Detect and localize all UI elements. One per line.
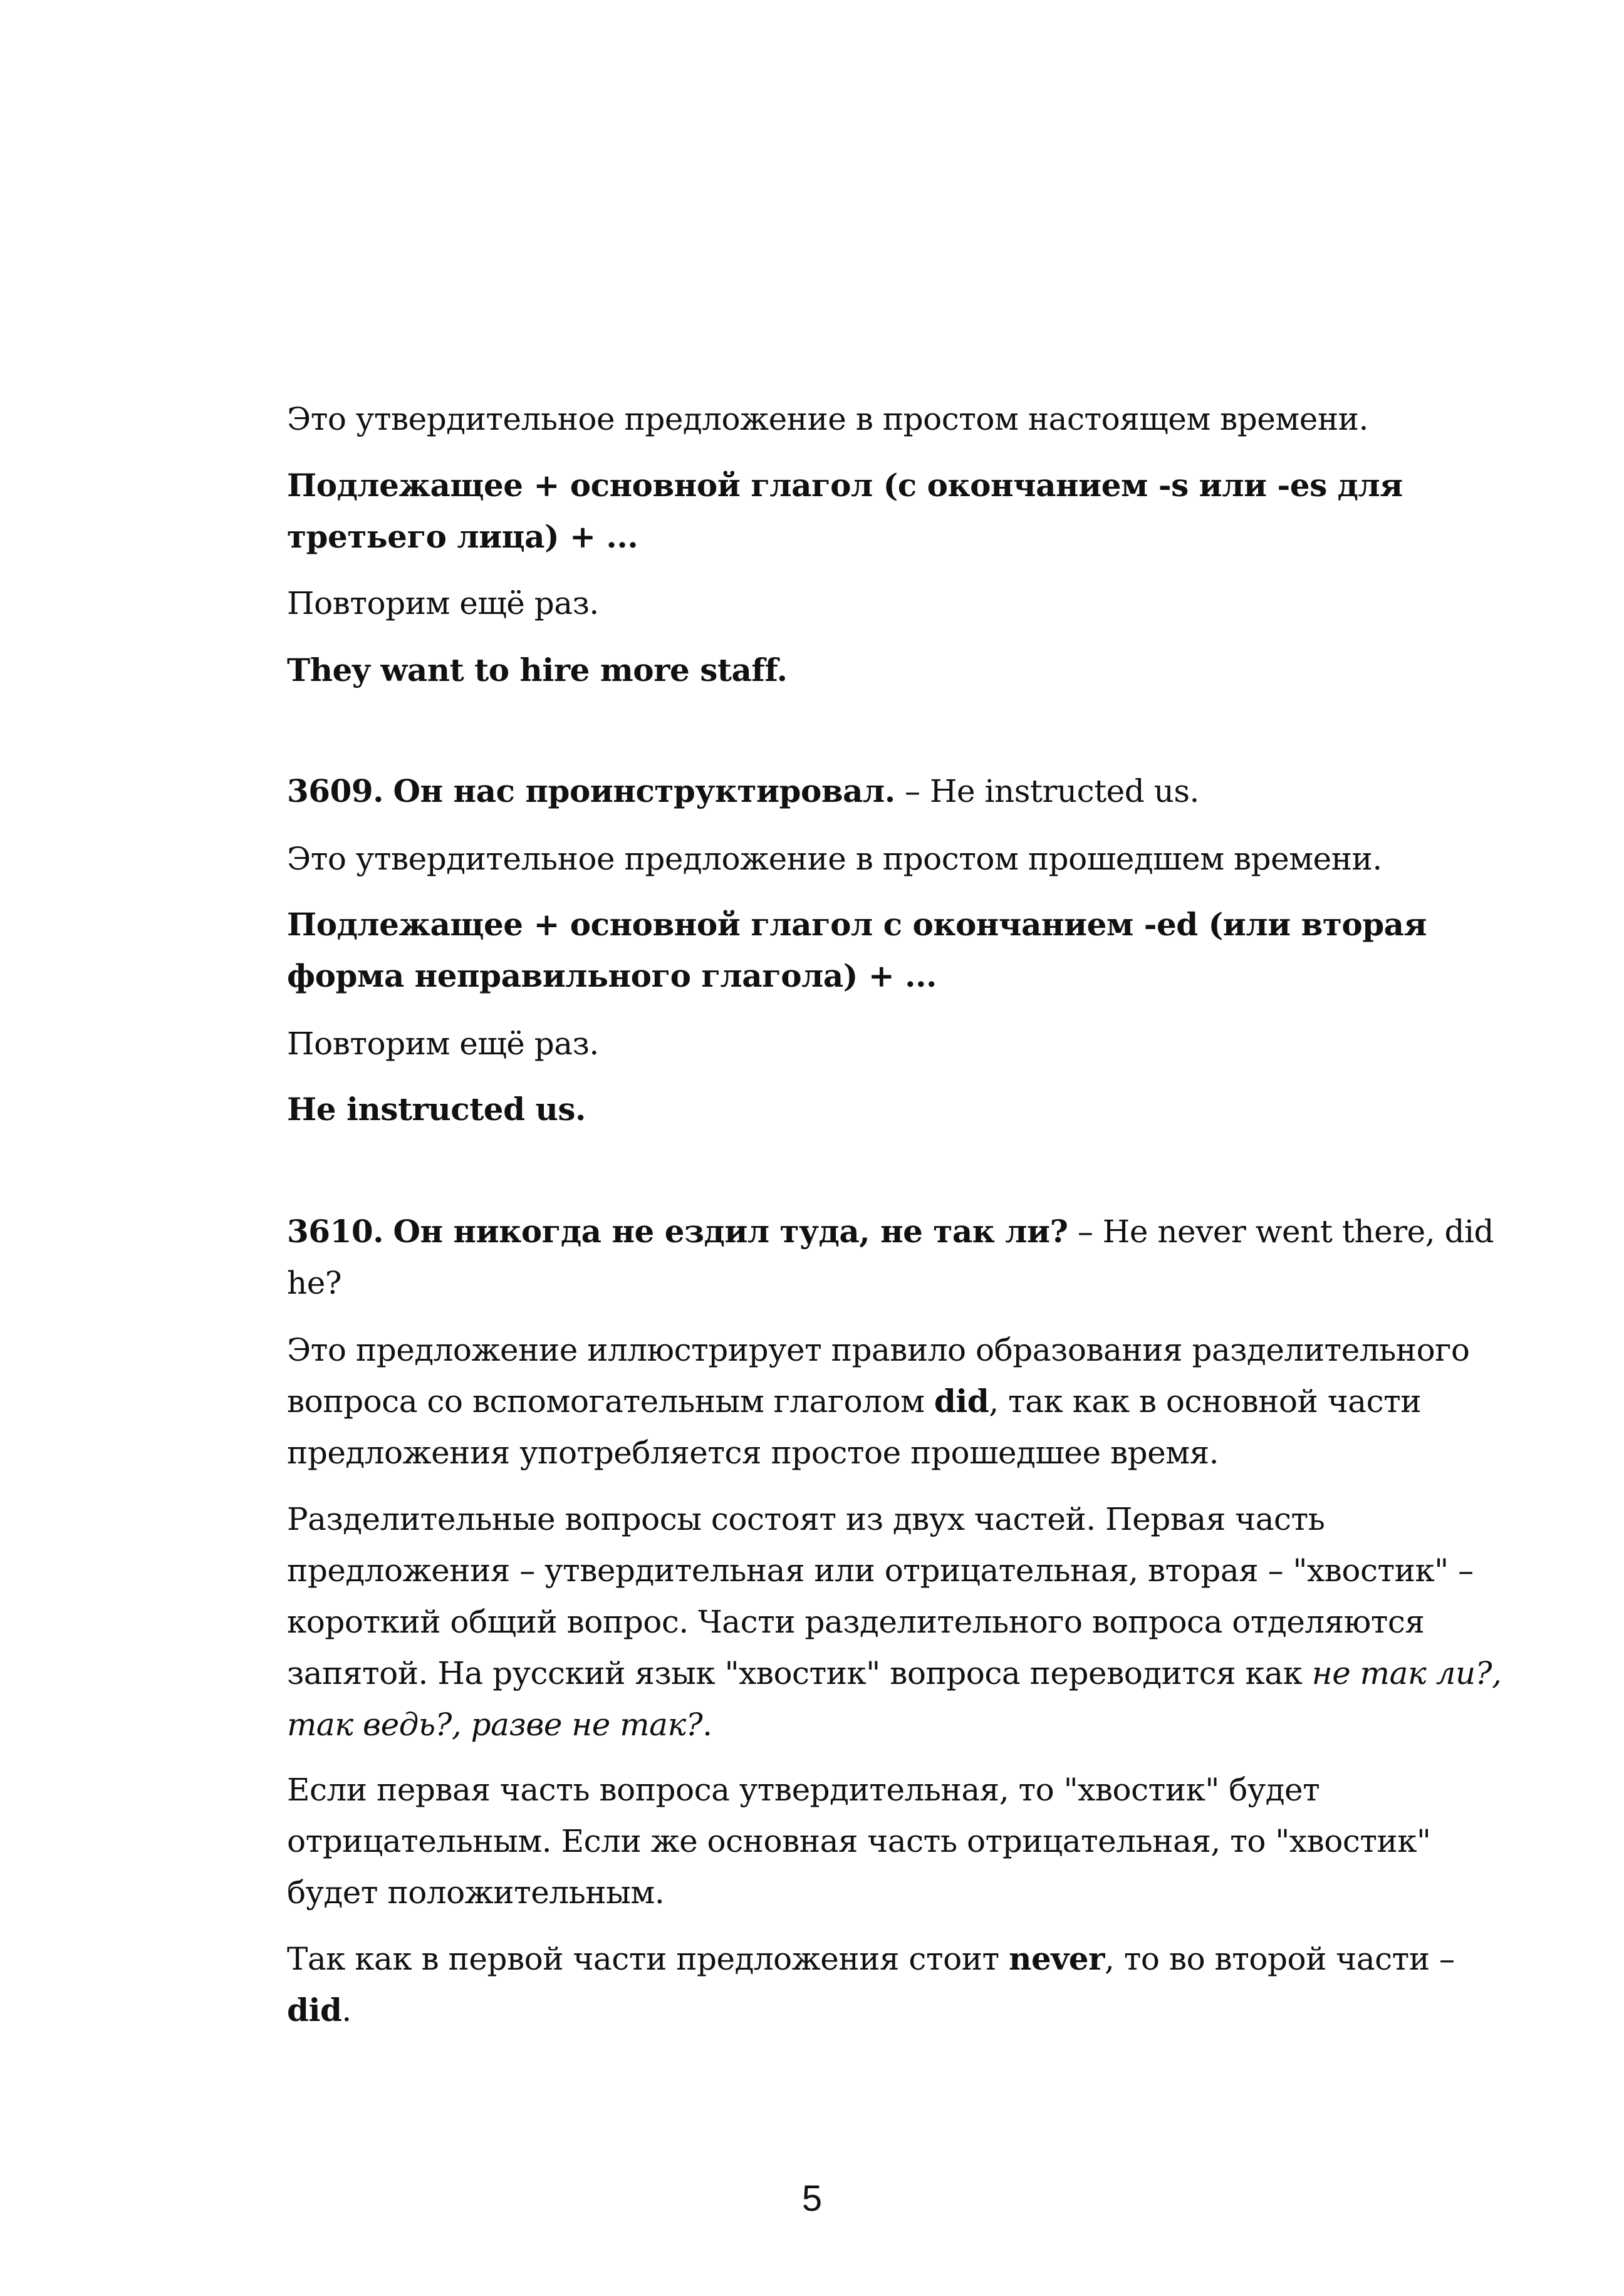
dash: – [1068,1213,1103,1250]
russian-sentence: Он нас проинструктировал. [393,772,895,809]
text-run: , то во второй части – [1104,1941,1455,1977]
english-sentence: He instructed us. [929,773,1199,809]
example-sentence: They want to hire more staff. [287,652,788,688]
text-run: Разделительные вопросы состоят из двух частей. Первая часть предложения – утвердительная или отрицательная, вторая – "хвостик" – короткий общий вопрос. Части разделительного вопроса отделяются запятой. На русский язык "хвостик" вопроса переводится как [287,1501,1474,1691]
russian-sentence: Он никогда не ездил туда, не так ли? [393,1213,1068,1250]
section-3609-headline [287,766,1502,817]
exercise-headline [287,766,1502,817]
explanation-paragraph [287,1933,1502,2036]
text-run: . [702,1706,712,1743]
example-sentence: He instructed us. [287,1091,586,1128]
bold-term: never [1009,1940,1105,1977]
section-3609-rule [287,899,1502,1002]
section-top-repeat [287,578,1502,629]
text-run: , так как в основной части предложения употребляется простое прошедшее время. [287,1383,1422,1471]
section-3610-para3 [287,1764,1502,1918]
exercise-number: 3610. [287,1213,384,1250]
explanation-paragraph [287,1493,1502,1750]
section-3609-intro [287,833,1502,885]
bold-term: did [934,1383,989,1420]
section-top-rule [287,460,1502,563]
dash: – [895,773,930,809]
bold-term: did [287,1992,342,2028]
explanation-paragraph: Если первая часть вопроса утвердительная, то "хвостик" будет отрицательным. Если же основная часть отрицательная, то "хвостик" будет положительным. [287,1772,1431,1911]
grammar-rule: Подлежащее + основной глагол (с окончанием -s или -es для третьего лица) + ... [287,467,1403,555]
section-3609-repeat [287,1018,1502,1069]
section-3610-para4 [287,1933,1502,2036]
repeat-text: Повторим ещё раз. [287,585,599,621]
exercise-headline [287,1206,1502,1309]
section-top-example [287,645,1502,696]
section-top [287,393,1502,445]
text-run: Это предложение иллюстрирует правило образования разделительного вопроса со вспомогательным глаголом [287,1332,1470,1420]
english-sentence: He never went there, did he? [287,1213,1494,1301]
section-3610-para2 [287,1493,1502,1750]
italic-translation: не так ли?, так ведь?, разве не так? [287,1655,1502,1743]
grammar-rule: Подлежащее + основной глагол с окончанием -ed (или вторая форма неправильного глагола) + ... [287,906,1427,994]
intro-text: Это утвердительное предложение в простом прошедшем времени. [287,841,1382,877]
text-run: . [341,1992,351,2028]
repeat-text: Повторим ещё раз. [287,1026,599,1062]
section-3609-example [287,1084,1502,1135]
section-3610-headline [287,1206,1502,1309]
explanation-paragraph [287,1324,1502,1478]
text-run: Так как в первой части предложения стоит [287,1941,1009,1977]
section-3610-para1 [287,1324,1502,1478]
intro-text: Это утвердительное предложение в простом настоящем времени. [287,401,1368,437]
exercise-number: 3609. [287,772,384,809]
page-number: 5 [801,2178,823,2219]
